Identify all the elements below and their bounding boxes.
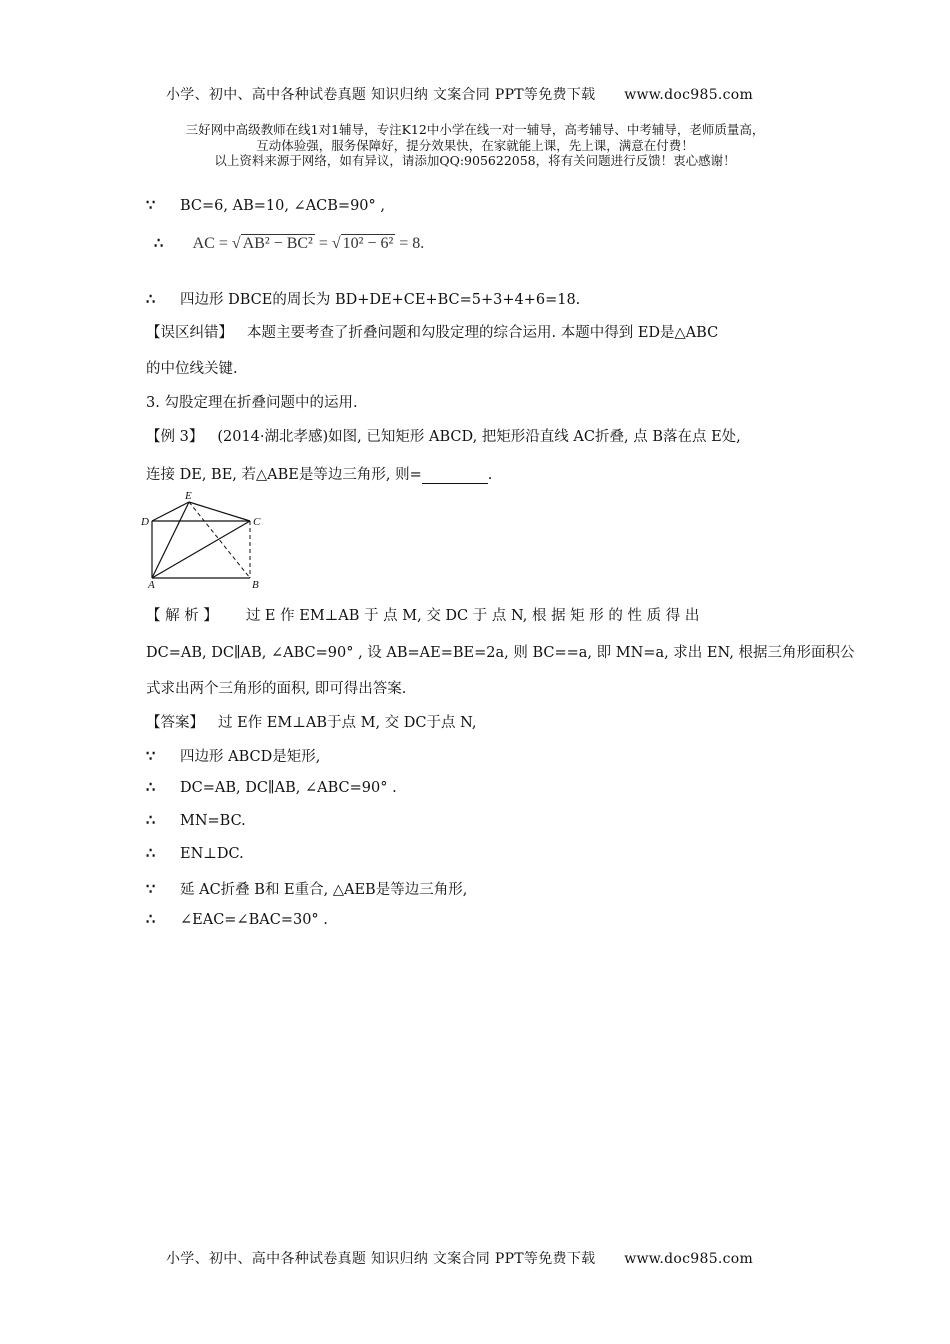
tag-error: 【误区纠错】 [146, 325, 233, 341]
formula-line [154, 234, 424, 253]
footer-url: www.doc985.com [624, 1251, 754, 1267]
line-17: ∵ 延 AC折叠 B和 E重合, △AEB是等边三角形, [146, 881, 468, 898]
ad-line-2: 互动体验强，服务保障好，提分效果快，在家就能上课，先上课，满意在付费！ [256, 138, 694, 153]
line-14: ∴ DC=AB, DC∥AB, ∠ABC=90° . [146, 779, 397, 796]
tag-answer: 【答案】 [146, 715, 204, 731]
line-7: 【例 3】 (2014·湖北孝感)如图, 已知矩形 ABCD, 把矩形沿直线 AC折叠, 点 B落在点 E处, [146, 429, 741, 445]
header-url: www.doc985.com [624, 87, 754, 103]
segment-DE [152, 502, 189, 521]
label-B: B [252, 579, 259, 590]
line-9: 【 解 析 】 过 E 作 EM⊥AB 于 点 M, 交 DC 于 点 N, 根 据 矩 形 的 性 质 得 出 [146, 608, 700, 624]
line-11: 式求出两个三角形的面积, 即可得出答案. [146, 681, 407, 697]
line-1: ∵ BC=6, AB=10, ∠ACB=90° , [146, 197, 385, 214]
line-6: 3. 勾股定理在折叠问题中的运用. [146, 395, 358, 411]
line-10: DC=AB, DC∥AB, ∠ABC=90° , 设 AB=AE=BE=2a, 则 BC==a, 即 MN=a, 求出 EN, 根据三角形面积公 [146, 645, 855, 661]
line-5: 的中位线关键. [146, 361, 238, 377]
line-18: ∴ ∠EAC=∠BAC=30° . [146, 911, 328, 928]
line-8: 连接 DE, BE, 若△ABE是等边三角形, 则= . [146, 467, 493, 483]
line-15: ∴ MN=BC. [146, 812, 246, 829]
footer-text: 小学、初中、高中各种试卷真题 知识归纳 文案合同 PPT等免费下载 [166, 1251, 596, 1267]
because-symbol: ∵ [146, 197, 156, 214]
label-E: E [185, 490, 192, 502]
page-footer [166, 1248, 753, 1268]
answer-blank [422, 469, 488, 484]
header-text: 小学、初中、高中各种试卷真题 知识归纳 文案合同 PPT等免费下载 [166, 87, 596, 103]
sqrt-1: AB² − BC² [242, 235, 313, 252]
page-header [166, 84, 753, 104]
line-16: ∴ EN⊥DC. [146, 845, 244, 862]
segment-AC [152, 521, 250, 578]
therefore-symbol: ∴ [154, 235, 164, 252]
line-13: ∵ 四边形 ABCD是矩形, [146, 748, 321, 765]
line-4: 【误区纠错】 本题主要考查了折叠问题和勾股定理的综合运用. 本题中得到 ED是△ABC [146, 325, 719, 341]
ad-line-1: 三好网中高级教师在线1对1辅导，专注K12中小学在线一对一辅导，高考辅导、中考辅导，老师质量高， [185, 122, 765, 137]
ad-line-3: 以上资料来源于网络，如有异议，请添加QQ:905622058，将有关问题进行反馈！衷心感谢！ [214, 153, 736, 168]
rectangle-fold-figure [138, 488, 268, 590]
segment-EC [189, 502, 250, 521]
label-C: C [253, 516, 261, 528]
segment-EB [189, 502, 250, 578]
tag-example: 【例 3】 [146, 429, 204, 445]
line-3: ∴ 四边形 DBCE的周长为 BD+DE+CE+BC=5+3+4+6=18. [146, 291, 581, 308]
label-A: A [148, 579, 155, 590]
line-12: 【答案】 过 E作 EM⊥AB于点 M, 交 DC于点 N, [146, 715, 477, 731]
sqrt-2: 10² − 6² [342, 235, 394, 252]
label-D: D [141, 516, 149, 528]
tag-analysis: 【 解 析 】 [146, 608, 218, 624]
formula: AC = √ AB² − BC² = √ 10² − 6² = 8. [192, 235, 425, 252]
